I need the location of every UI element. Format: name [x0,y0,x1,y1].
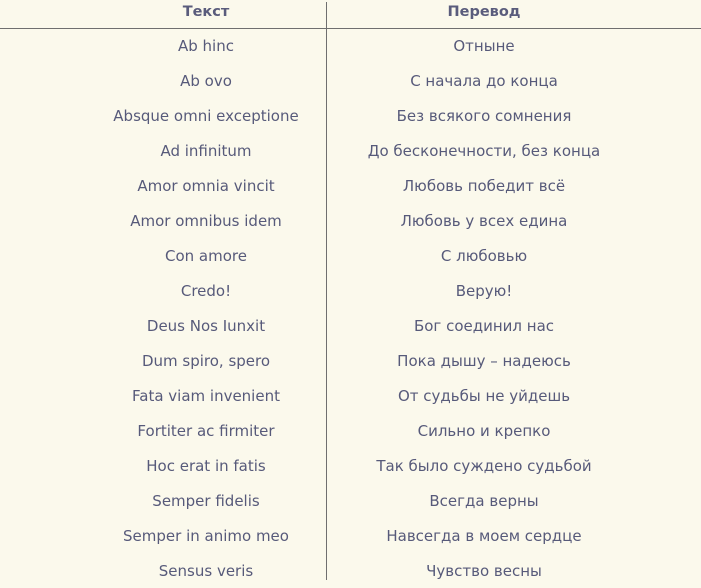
cell-text: Semper in animo meo [123,526,289,545]
cell-translation: Любовь победит всё [402,176,566,195]
table-row [0,168,701,203]
table-row [0,238,701,273]
cell-text: Fata viam invenient [132,386,280,405]
cell-translation: Верую! [455,281,513,300]
cell-translation: Чувство весны [426,561,542,580]
cell-translation: Отныне [453,36,515,55]
table-row [0,413,701,448]
table-row [0,28,701,63]
cell-translation: Сильно и крепко [417,421,551,440]
cell-text: Ab ovo [180,71,232,90]
table-row [0,483,701,518]
table-row [0,63,701,98]
cell-translation: С начала до конца [410,71,558,90]
table-header [0,0,701,29]
cell-text: Dum spiro, spero [141,351,271,370]
cell-text: Credo! [180,281,232,300]
cell-text: Ab hinc [178,36,234,55]
cell-translation: Бог соединил нас [413,316,555,335]
table-row [0,553,701,588]
table-row [0,448,701,483]
cell-translation: До бесконечности, без конца [367,141,601,160]
cell-translation: Так было суждено судьбой [376,456,592,475]
cell-text: Con amore [165,246,247,265]
cell-text: Ad infinitum [160,141,252,160]
cell-text: Deus Nos Iunxit [146,316,266,335]
table-row [0,203,701,238]
cell-text: Semper fidelis [152,491,260,510]
cell-translation: Навсегда в моем сердце [386,526,582,545]
cell-text: Fortiter ac firmiter [137,421,275,440]
table-body [0,28,701,588]
cell-text: Amor omnia vincit [137,176,275,195]
cell-translation: Без всякого сомнения [396,106,572,125]
cell-text: Absque omni exceptione [113,106,299,125]
cell-translation: Всегда верны [429,491,539,510]
cell-translation: Любовь у всех едина [400,211,568,230]
header-translation: Перевод [447,4,521,20]
table-row [0,273,701,308]
cell-translation: От судьбы не уйдешь [397,386,571,405]
cell-translation: Пока дышу – надеюсь [397,351,571,370]
cell-text: Hoc erat in fatis [146,456,266,475]
table-row [0,518,701,553]
header-text: Текст [182,4,230,20]
table-row [0,133,701,168]
table-row [0,308,701,343]
cell-translation: С любовью [440,246,528,265]
table-row [0,343,701,378]
cell-text: Amor omnibus idem [130,211,282,230]
table-row [0,98,701,133]
table-row [0,378,701,413]
cell-text: Sensus veris [158,561,254,580]
